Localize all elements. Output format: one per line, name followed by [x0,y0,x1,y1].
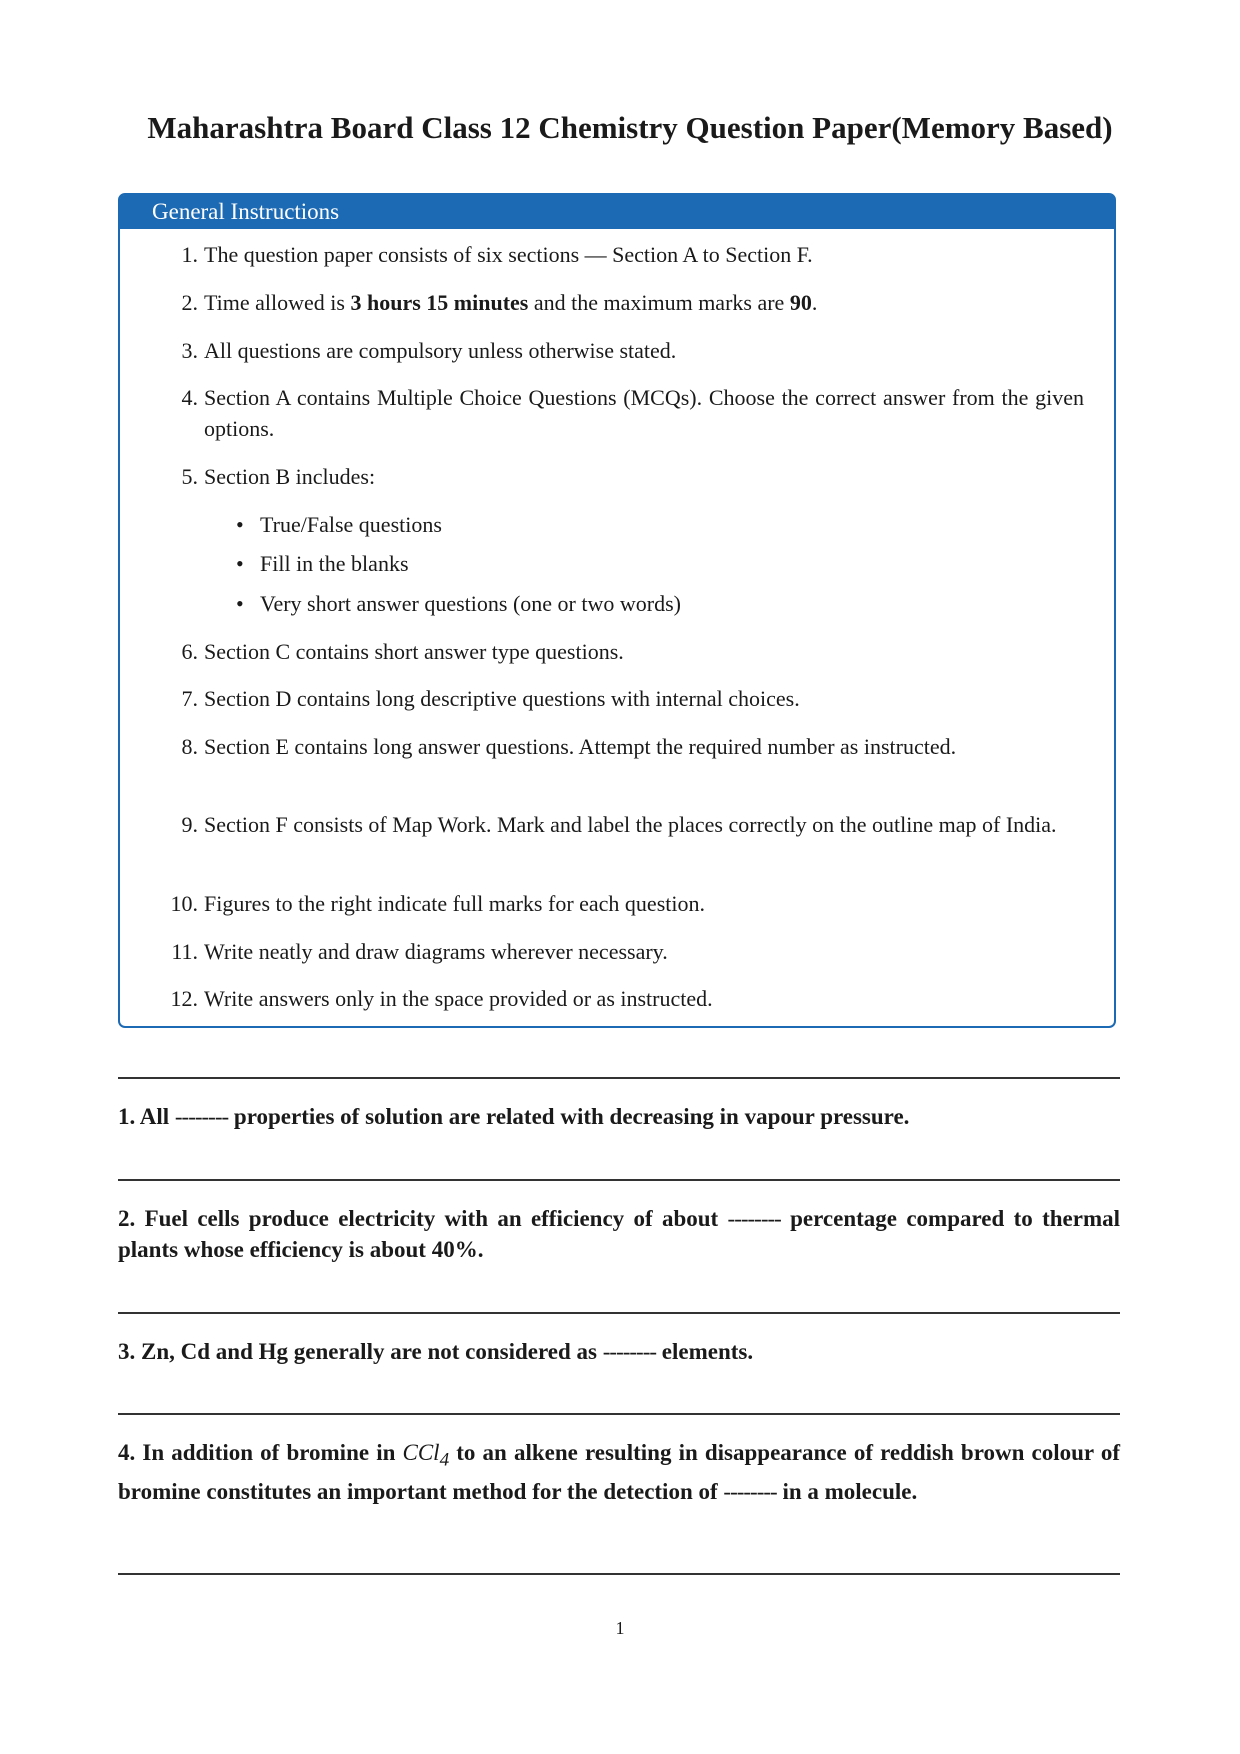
max-marks: 90 [789,290,812,315]
question-text: 1. All [118,1104,175,1129]
item-text: All questions are compulsory unless otherwise stated. [204,338,677,363]
item-text: The question paper consists of six sections — Section A to Section F. [204,242,813,267]
answer-blank: -------- [723,1478,777,1504]
item-text: Section A contains Multiple Choice Questions (MCQs). Choose the correct answer from the given options. [204,385,1084,441]
item-number: 4. [181,385,198,410]
question-text: 4. In addition of bromine in [118,1440,403,1465]
item-text: . [811,290,818,315]
item-number: 11. [171,939,198,964]
instruction-item [181,683,1084,714]
question-text: to an alkene resulting in disappearance of reddish brown colour of bromine constitutes an important method for the detection of [118,1440,1121,1504]
item-number: 2. [181,290,198,315]
item-text: Section F consists of Map Work. Mark and label the places correctly on the outline map of India. [204,812,1057,837]
instruction-item [181,382,1084,444]
general-instructions-box [118,193,1116,1028]
question-text: in a molecule. [776,1478,918,1504]
item-text: Section C contains short answer type questions. [204,639,624,664]
chemical-formula [402,1440,450,1471]
item-text: Figures to the right indicate full marks for each question. [204,891,705,916]
page-number: 1 [615,1618,625,1638]
question-4 [118,1437,1120,1507]
question-text: percentage compared to thermal plants whose efficiency is about 40%. [118,1206,1120,1262]
question-text: 2. Fuel cells produce electricity with an efficiency of about [118,1206,728,1231]
bullet-item: • True/False questions [260,509,1084,540]
item-number: 10. [170,891,198,916]
item-text: Time allowed is [204,290,351,315]
divider [118,1573,1120,1575]
formula-subscript: 4 [439,1449,450,1471]
formula-text: CCl [402,1440,440,1465]
divider [118,1077,1120,1079]
item-text: Section B includes: [204,464,376,489]
item-text: and the maximum marks are [528,290,790,315]
divider [118,1179,1120,1181]
question-text: 3. Zn, Cd and Hg generally are not considered as [118,1339,603,1364]
instruction-item [181,287,1084,318]
item-number: 3. [181,338,198,363]
answer-blank: -------- [602,1339,657,1364]
item-text: Section E contains long answer questions. Attempt the required number as instructed. [204,734,957,759]
question-2 [118,1203,1120,1265]
instruction-item [170,983,1084,1014]
instructions-heading: General Instructions [120,195,1114,229]
item-number: 9. [181,812,198,837]
divider [118,1413,1120,1415]
instruction-item [170,888,1084,919]
time-allowed: 3 hours 15 minutes [350,290,529,315]
instruction-item [181,731,1084,762]
question-1 [118,1101,1120,1132]
instruction-item [181,636,1084,667]
instruction-item [181,335,1084,366]
bullet-item: • Fill in the blanks [260,548,1084,579]
answer-blank: -------- [174,1104,229,1129]
divider [118,1312,1120,1314]
item-number: 12. [170,986,198,1011]
instruction-item [181,461,1084,492]
instruction-item [181,239,1084,270]
item-text: Section D contains long descriptive questions with internal choices. [204,686,800,711]
item-number: 7. [181,686,198,711]
item-text: Write answers only in the space provided or as instructed. [204,986,713,1011]
item-number: 6. [181,639,198,664]
bullet-item: • Very short answer questions (one or two words) [260,588,1084,619]
page-title: Maharashtra Board Class 12 Chemistry Question Paper(Memory Based) [147,110,1113,145]
item-number: 8. [181,734,198,759]
question-3 [118,1336,1120,1367]
instruction-item [171,936,1084,967]
question-text: properties of solution are related with decreasing in vapour pressure. [228,1104,910,1129]
item-text: Write neatly and draw diagrams wherever necessary. [204,939,668,964]
item-number: 5. [181,464,198,489]
item-number: 1. [181,242,198,267]
answer-blank: -------- [727,1206,781,1231]
instruction-item [181,809,1084,840]
question-text: elements. [656,1339,754,1364]
